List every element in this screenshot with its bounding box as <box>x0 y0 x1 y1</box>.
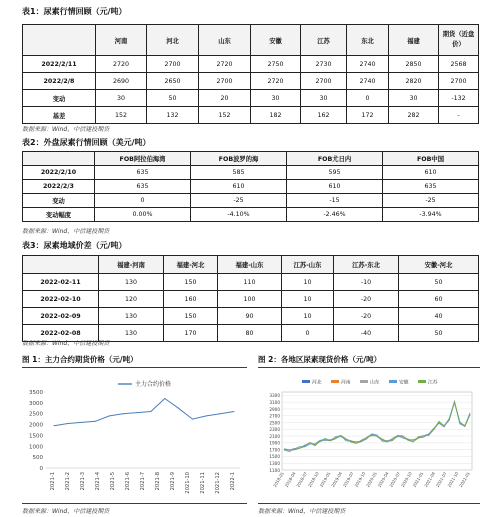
table-cell: 2730 <box>301 56 347 73</box>
table-cell: 2720 <box>199 56 251 73</box>
table3-header-cell: 福建-山东 <box>218 256 282 274</box>
table-cell: 2700 <box>199 73 251 90</box>
x-tick-label: 2019-10 <box>353 471 367 488</box>
table2-header-cell: FOB中国 <box>383 152 479 166</box>
table-cell: 2022-02-08 <box>23 325 99 342</box>
legend-label: 主力合约价格 <box>135 381 172 388</box>
table3-source: 数据来源：Wind，中信建投期货 <box>22 340 110 347</box>
table2 <box>22 151 479 222</box>
legend-label: 河南 <box>341 380 351 386</box>
table-cell: 2022/2/3 <box>23 180 95 194</box>
table-cell: 变动幅度 <box>23 208 95 222</box>
table1-caption: 表1：尿素行情回顾（元/吨） <box>22 7 127 16</box>
x-tick-label: 2019-01 <box>318 471 332 488</box>
x-tick-label: 2021-10 <box>185 472 191 494</box>
table-cell: -10 <box>334 274 399 291</box>
table-cell: 10 <box>282 274 334 291</box>
table-cell: 30 <box>389 90 439 107</box>
table2-caption: 表2：外盘尿素行情回顾（美元/吨） <box>22 138 151 147</box>
legend-swatch <box>331 380 339 383</box>
x-tick-label: 2020-07 <box>388 471 402 488</box>
table-cell: 2650 <box>147 73 199 90</box>
table-cell: 30 <box>301 90 347 107</box>
table-cell: -25 <box>191 194 287 208</box>
x-tick-label: 2021-01 <box>411 471 425 488</box>
y-tick-label: 3500 <box>29 390 43 396</box>
y-tick-label: 1900 <box>269 440 280 446</box>
data-point <box>164 398 165 399</box>
data-point <box>109 415 110 416</box>
x-tick-label: 2021-11 <box>200 472 206 494</box>
table-cell: 595 <box>287 166 383 180</box>
x-tick-label: 2021-3 <box>80 472 86 491</box>
figure1-bottom-rule <box>22 503 247 504</box>
table-cell: 2740 <box>347 73 389 90</box>
table-cell: 635 <box>95 180 191 194</box>
table-cell: 610 <box>287 180 383 194</box>
x-tick-label: 2020-01 <box>365 471 378 488</box>
table-cell: 2740 <box>347 56 389 73</box>
table1-header-cell: 江苏 <box>301 25 347 56</box>
table-cell: 2022-02-09 <box>23 308 99 325</box>
table-cell: -20 <box>334 308 399 325</box>
table-cell: 20 <box>199 90 251 107</box>
table-row <box>23 194 479 208</box>
table2-header-cell: FOB阿拉伯海湾 <box>95 152 191 166</box>
table-row <box>23 291 479 308</box>
x-tick-label: 2021-8 <box>155 472 161 491</box>
table-cell: 172 <box>347 107 389 124</box>
y-tick-label: 1500 <box>29 433 43 440</box>
table-cell: 2700 <box>439 73 479 90</box>
table-cell: 2750 <box>251 56 301 73</box>
legend-label: 河北 <box>312 380 322 386</box>
table-cell: 100 <box>218 291 282 308</box>
data-point <box>95 421 96 422</box>
table-cell: - <box>439 107 479 124</box>
table-cell: 10 <box>282 308 334 325</box>
table-cell: 2720 <box>96 56 147 73</box>
table3-header-cell: 安徽-河北 <box>399 256 479 274</box>
legend-swatch <box>389 380 397 383</box>
table-cell: -132 <box>439 90 479 107</box>
table3-header-cell: 江苏-东北 <box>334 256 399 274</box>
table-cell: 585 <box>191 166 287 180</box>
table-cell: 610 <box>383 166 479 180</box>
table-row <box>23 308 479 325</box>
table2-source: 数据来源：Wind，中信建投期货 <box>22 228 110 235</box>
figure1-source: 数据来源：Wind，中信建投期货 <box>22 508 110 515</box>
table-cell: 110 <box>218 274 282 291</box>
table-cell: 0 <box>282 325 334 342</box>
y-tick-label: 2700 <box>269 413 280 419</box>
data-point <box>137 412 138 413</box>
table-cell: 170 <box>164 325 218 342</box>
table3-header-cell <box>23 256 99 274</box>
y-tick-label: 1300 <box>269 461 280 467</box>
table-cell: 0.00% <box>95 208 191 222</box>
table-cell: 120 <box>99 291 164 308</box>
y-tick-label: 0 <box>39 466 43 472</box>
table2-header-cell: FOB尤日内 <box>287 152 383 166</box>
table-cell: 2690 <box>96 73 147 90</box>
data-point <box>178 408 179 409</box>
data-point <box>220 413 221 414</box>
table-cell: 80 <box>218 325 282 342</box>
table-cell: 90 <box>218 308 282 325</box>
figure1-title: 图 1：主力合约期货价格（元/吨） <box>22 355 138 364</box>
x-tick-label: 2018-10 <box>307 471 320 488</box>
chart-futures-price <box>22 370 247 503</box>
table-cell: 0 <box>347 90 389 107</box>
table-cell: 160 <box>164 291 218 308</box>
table-row <box>23 107 479 124</box>
table-cell: 2700 <box>301 73 347 90</box>
table-row <box>23 56 479 73</box>
x-tick-label: 2021-9 <box>170 472 176 491</box>
table-cell: 2820 <box>389 73 439 90</box>
x-tick-label: 2021-5 <box>110 472 116 491</box>
x-tick-label: 2021-12 <box>215 472 221 494</box>
table-cell: 152 <box>96 107 147 124</box>
data-point <box>123 413 124 414</box>
x-tick-label: 2021-7 <box>140 472 146 491</box>
table-cell: 基差 <box>23 107 96 124</box>
table-cell: 50 <box>399 274 479 291</box>
table-cell: 132 <box>147 107 199 124</box>
table-cell: 60 <box>399 291 479 308</box>
table-cell: 2700 <box>147 56 199 73</box>
x-tick-label: 2020-04 <box>376 471 390 488</box>
table-cell: 635 <box>95 166 191 180</box>
table-cell: 2568 <box>439 56 479 73</box>
table-cell: 变动 <box>23 194 95 208</box>
table2-header-row <box>23 152 479 166</box>
series-line-futures <box>54 399 234 426</box>
table1-header-cell: 河南 <box>96 25 147 56</box>
data-point <box>206 415 207 416</box>
table-cell: 30 <box>96 90 147 107</box>
table2-header-cell: FOB波罗的海 <box>191 152 287 166</box>
y-tick-label: 3100 <box>269 399 280 405</box>
legend-label: 江苏 <box>428 380 438 386</box>
table-cell: 150 <box>164 274 218 291</box>
table3-header-cell: 江苏-山东 <box>282 256 334 274</box>
y-tick-label: 2500 <box>29 411 43 418</box>
data-point <box>67 423 68 424</box>
y-tick-label: 2500 <box>269 420 280 426</box>
y-tick-label: 2000 <box>29 422 43 429</box>
x-tick-label: 2018-04 <box>283 471 297 488</box>
table-cell: -3.94% <box>383 208 479 222</box>
x-tick-label: 2021-4 <box>95 472 101 491</box>
table-cell: 0 <box>95 194 191 208</box>
table-cell: 130 <box>99 274 164 291</box>
table-cell: 2022/2/8 <box>23 73 96 90</box>
table-cell: 2850 <box>389 56 439 73</box>
table-cell: -4.10% <box>191 208 287 222</box>
x-tick-label: 2021-07 <box>434 471 448 488</box>
table-cell: 50 <box>147 90 199 107</box>
figure2-source: 数据来源：Wind，中信建投期货 <box>258 508 346 515</box>
table3 <box>22 255 479 342</box>
table-cell: 610 <box>191 180 287 194</box>
table1 <box>22 24 479 124</box>
y-tick-label: 1700 <box>269 447 280 453</box>
table-cell: 2720 <box>251 73 301 90</box>
data-point <box>150 411 151 412</box>
series-line-2 <box>284 403 470 450</box>
y-tick-label: 2100 <box>269 433 280 439</box>
table-cell: 152 <box>199 107 251 124</box>
table3-header-cell: 福建-河南 <box>99 256 164 274</box>
x-tick-label: 2020-10 <box>400 471 413 488</box>
data-point <box>192 419 193 420</box>
y-tick-label: 3000 <box>29 400 43 407</box>
table-cell: -20 <box>334 291 399 308</box>
table-row <box>23 208 479 222</box>
table-cell: 2022-02-10 <box>23 291 99 308</box>
table1-source: 数据来源：Wind，中信建投期货 <box>22 126 110 133</box>
table-cell: -2.46% <box>287 208 383 222</box>
table-cell: 182 <box>251 107 301 124</box>
table1-header-cell: 山东 <box>199 25 251 56</box>
table-cell: 2022/2/11 <box>23 56 96 73</box>
legend-swatch <box>418 380 426 383</box>
x-tick-label: 2021-2 <box>65 472 71 491</box>
x-tick-label: 2019-07 <box>341 471 355 488</box>
table-cell: 变动 <box>23 90 96 107</box>
table-row <box>23 166 479 180</box>
table-row <box>23 73 479 90</box>
table1-header-row <box>23 25 479 56</box>
y-tick-label: 500 <box>32 455 43 462</box>
legend-label: 安徽 <box>399 380 409 386</box>
table-cell: 10 <box>282 291 334 308</box>
table1-header-cell: 安徽 <box>251 25 301 56</box>
table-cell: 40 <box>399 308 479 325</box>
y-tick-label: 3300 <box>269 393 280 399</box>
table-cell: 282 <box>389 107 439 124</box>
table-cell: -40 <box>334 325 399 342</box>
data-point <box>234 411 235 412</box>
y-tick-label: 1100 <box>269 467 280 473</box>
table3-header-cell: 福建-河北 <box>164 256 218 274</box>
table-cell: 150 <box>164 308 218 325</box>
x-tick-label: 2021-6 <box>125 472 131 491</box>
figure2-bottom-rule <box>258 503 480 504</box>
table3-header-row <box>23 256 479 274</box>
x-tick-label: 2021-10 <box>446 471 460 488</box>
table-cell: 130 <box>99 325 164 342</box>
table1-header-cell: 期货（近盘价） <box>439 25 479 56</box>
table2-header-cell <box>23 152 95 166</box>
table-row <box>23 90 479 107</box>
table1-header-cell: 福建 <box>389 25 439 56</box>
x-tick-label: 2021-04 <box>423 471 436 488</box>
x-tick-label: 2022-1 <box>230 472 236 491</box>
table1-header-cell: 东北 <box>347 25 389 56</box>
table-cell: 50 <box>399 325 479 342</box>
x-tick-label: 2019-04 <box>330 471 343 488</box>
x-tick-label: 2018-01 <box>272 471 285 488</box>
table3-caption: 表3：尿素地域价差（元/吨） <box>22 241 127 250</box>
legend-label: 山东 <box>370 380 380 386</box>
x-tick-label: 2018-07 <box>295 471 309 488</box>
table-cell: -25 <box>383 194 479 208</box>
legend-swatch <box>302 380 310 383</box>
legend-swatch <box>360 380 368 383</box>
table-cell: 130 <box>99 308 164 325</box>
x-tick-label: 2021-1 <box>50 472 56 491</box>
table-cell: 30 <box>251 90 301 107</box>
table-cell: 2022/2/10 <box>23 166 95 180</box>
figure1-rule <box>22 367 247 368</box>
x-tick-label: 2022-01 <box>458 471 471 488</box>
data-point <box>54 425 55 426</box>
table-cell: 635 <box>383 180 479 194</box>
table-cell: -15 <box>287 194 383 208</box>
y-tick-label: 2900 <box>269 406 280 412</box>
table-row <box>23 274 479 291</box>
table-cell: 162 <box>301 107 347 124</box>
figure2-title: 图 2：各地区尿素现货价格（元/吨） <box>258 355 382 364</box>
data-point <box>81 422 82 423</box>
y-tick-label: 1000 <box>29 444 43 451</box>
y-tick-label: 1500 <box>269 454 280 460</box>
table1-header-cell <box>23 25 96 56</box>
table-row <box>23 180 479 194</box>
chart-regional-spot-price <box>258 370 480 503</box>
y-tick-label: 2300 <box>269 427 280 433</box>
table-cell: 2022-02-11 <box>23 274 99 291</box>
table1-header-cell: 河北 <box>147 25 199 56</box>
figure2-rule <box>258 367 480 368</box>
plot-frame <box>282 392 472 470</box>
